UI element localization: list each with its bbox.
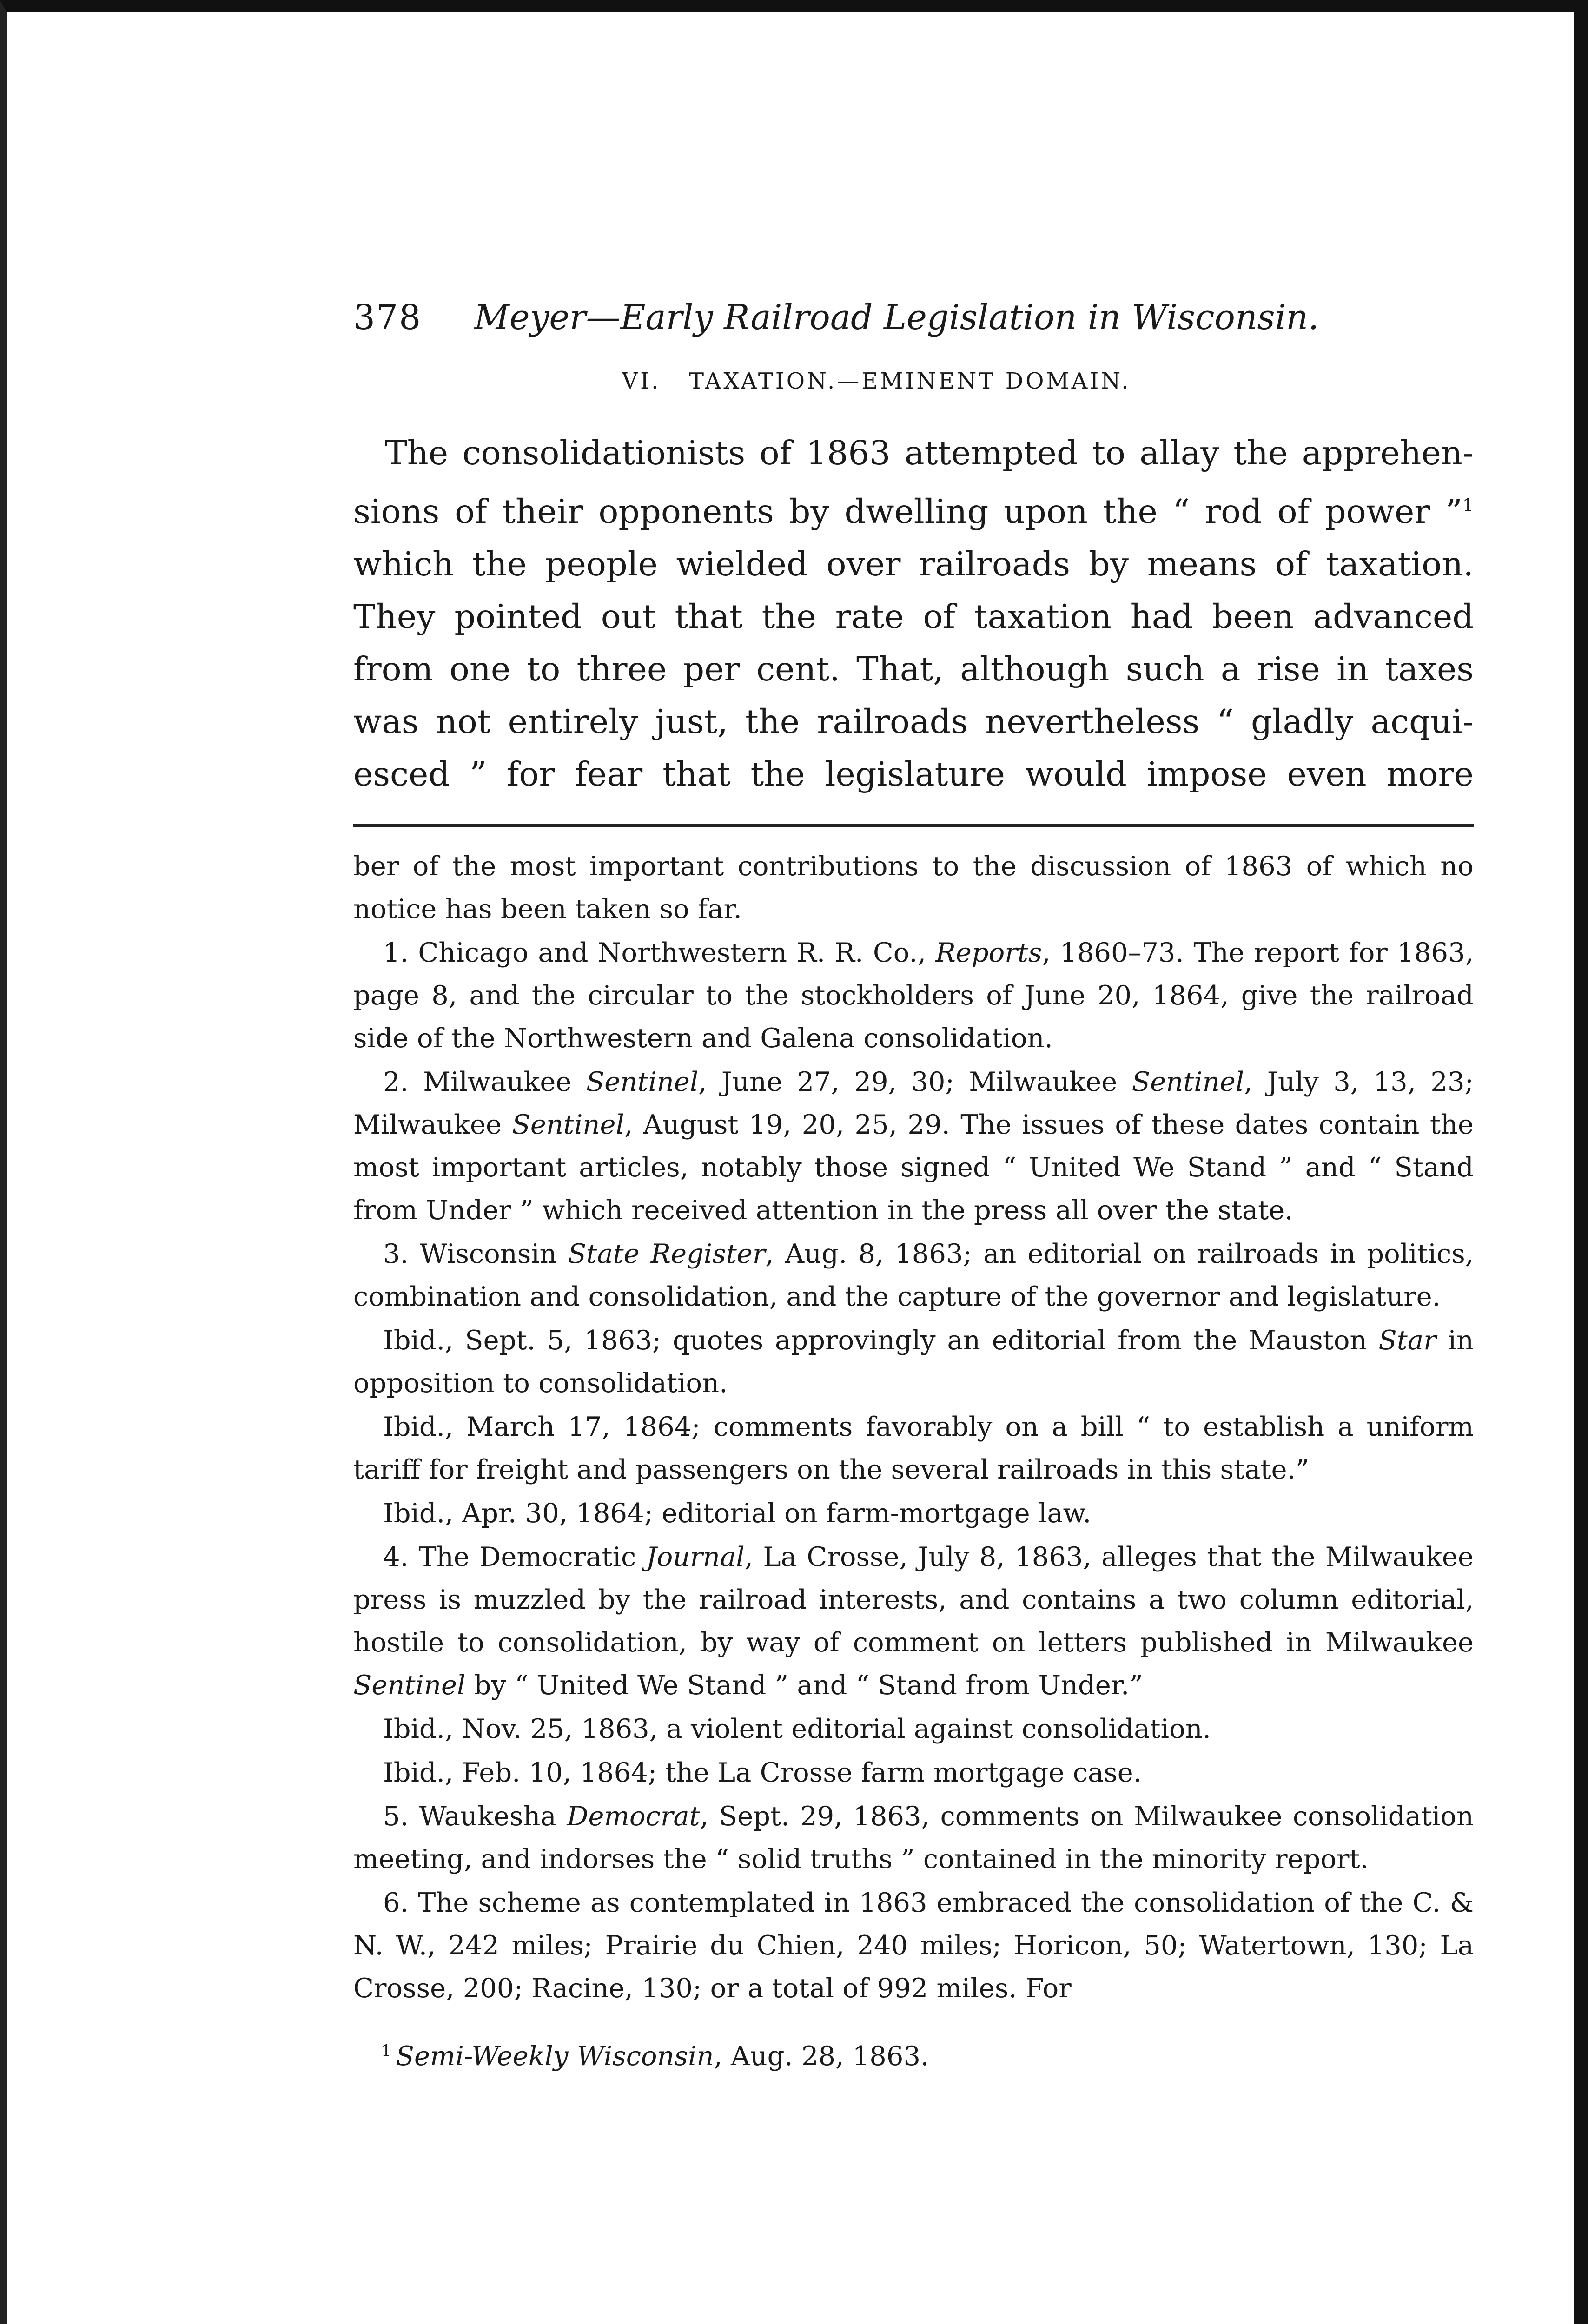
- note-ibid: [353, 1319, 1474, 1405]
- note-4: [353, 1536, 1474, 1707]
- note-title: Sentinel: [586, 1066, 699, 1097]
- note-ibid: Ibid., March 17, 1864; comments favorably on a bill “ to establish a uniform tariff for freight and passengers on the several railroads in this state.”: [353, 1411, 1474, 1485]
- note-text: , Sept. 29, 1863, comments on Milwaukee consolidation meeting, and indorses the “ solid truths ” contained in the minority report.: [353, 1800, 1474, 1875]
- note-6: 6. The scheme as contemplated in 1863 embraced the consolidation of the C. & N. W., 242 miles; Prairie du Chien, 240 miles; Horicon, 50; Watertown, 130; La Crosse, 200; Racine, 130; or a total of 992 miles. For: [353, 1887, 1474, 2004]
- note-title: Star: [1378, 1324, 1436, 1356]
- note-title: Sentinel: [512, 1109, 624, 1140]
- section-heading: VI. TAXATION.—EMINENT DOMAIN.: [622, 368, 1131, 394]
- note-text: 3. Wisconsin: [383, 1238, 568, 1269]
- note-text: 1. Chicago and Northwestern R. R. Co.,: [383, 937, 936, 968]
- body-line: was not entirely just, the railroads nevertheless “ gladly acqui-: [353, 702, 1474, 741]
- note-title: Sentinel: [353, 1669, 466, 1701]
- body-line: from one to three per cent. That, although such a rise in taxes: [353, 649, 1474, 688]
- note-title: Reports: [935, 937, 1042, 968]
- note-title: Democrat: [567, 1800, 700, 1832]
- footnote-title: Semi-Weekly Wisconsin: [396, 2040, 714, 2072]
- note-text: , August 19, 20, 25, 29. The issues of these dates contain the most important articles, notably those signed “ United We Stand ” and “ Stand from Under ” which received attention in the press all over the state.: [353, 1109, 1474, 1226]
- footnote-marker: 1: [381, 2041, 391, 2060]
- note-text: , Aug. 8, 1863; an editorial on railroads in politics, combination and consolidation, and the capture of the governor and legislature.: [353, 1238, 1474, 1312]
- body-line: esced ” for fear that the legislature would impose even more: [353, 754, 1474, 793]
- page-header: [353, 297, 1474, 353]
- note-ibid: Ibid., Apr. 30, 1864; editorial on farm-mortgage law.: [383, 1497, 1092, 1529]
- footnote: [353, 2029, 1474, 2078]
- note-text: , June 27, 29, 30; Milwaukee: [698, 1066, 1132, 1097]
- notes: [353, 845, 1474, 2010]
- note-text: , July 3, 13, 23; Milwaukee: [353, 1066, 1474, 1140]
- note-ibid: Ibid., Nov. 25, 1863, a violent editorial against consolidation.: [383, 1713, 1211, 1744]
- running-head: Meyer—Early Railroad Legislation in Wisconsin.: [474, 297, 1319, 337]
- footnote-ref: 1: [1462, 495, 1474, 515]
- body-line: They pointed out that the rate of taxation had been advanced: [353, 597, 1474, 636]
- footnote-text: , Aug. 28, 1863.: [714, 2040, 929, 2072]
- note-title: Journal: [646, 1541, 745, 1572]
- body-line: [353, 479, 1474, 538]
- note-text: , 1860–73. The report for 1863, page 8, and the circular to the stockholders of June 20, 1864, give the railroad side of the Northwestern and Galena consolidation.: [353, 937, 1474, 1054]
- note-3: [353, 1233, 1474, 1318]
- note-text: 2. Milwaukee: [383, 1066, 586, 1097]
- body-line: which the people wielded over railroads by means of taxation.: [353, 544, 1474, 583]
- page: [353, 297, 1474, 2078]
- note-text: , La Crosse, July 8, 1863, alleges that the Milwaukee press is muzzled by the railroad interests, and contains a two column editorial, hostile to consolidation, by way of comment on letters published in Milwaukee: [353, 1541, 1474, 1658]
- note-ibid: Ibid., Feb. 10, 1864; the La Crosse farm mortgage case.: [383, 1756, 1142, 1788]
- note-text: by “ United We Stand ” and “ Stand from Under.”: [465, 1669, 1143, 1701]
- note-text: Ibid., Sept. 5, 1863; quotes approvingly an editorial from the Mauston: [383, 1324, 1379, 1356]
- note-text: 5. Waukesha: [383, 1800, 567, 1832]
- body-paragraph: [353, 427, 1474, 800]
- note-text: in opposition to consolidation.: [353, 1324, 1474, 1399]
- body-line: The consolidationists of 1863 attempted to allay the apprehen-: [385, 434, 1474, 472]
- note-title: Sentinel: [1131, 1066, 1244, 1097]
- page-number: 378: [353, 297, 422, 337]
- note-2: [353, 1061, 1474, 1232]
- note-5: [353, 1795, 1474, 1881]
- body-line-text: sions of their opponents by dwelling upon the “ rod of power ”: [353, 492, 1462, 531]
- note-1: [353, 931, 1474, 1060]
- note-text: 4. The Democratic: [383, 1541, 646, 1572]
- notes-divider: [353, 824, 1474, 827]
- note-continuation: ber of the most important contributions to the discussion of 1863 of which no notice has been taken so far.: [353, 850, 1474, 924]
- note-title: State Register: [568, 1238, 766, 1269]
